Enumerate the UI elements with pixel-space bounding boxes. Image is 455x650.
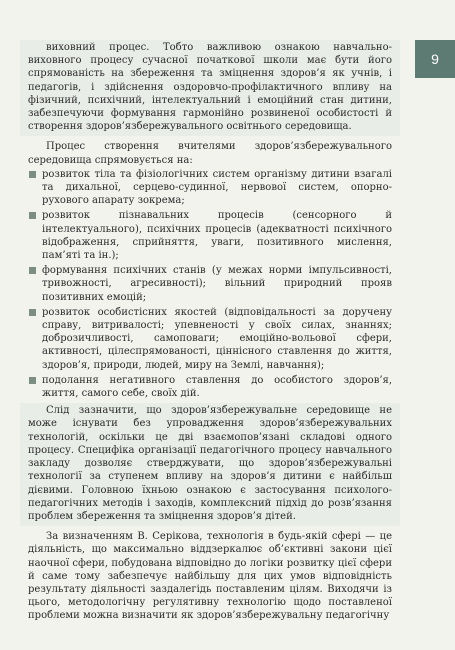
paragraph-3: Слід зазначити, що здоров’язбережувальне середовище не може існувати без упровадження здоров’язбережувальних технологій, оскільки це дві взаємопов’язані складові одного процесу. Специфіка організації педагогічного процесу навчального закладу дозволяє стверджувати, що здоров’язбережувальні технології за ступенем впливу на здоров’я дитини є найбільш дієвими. Головною їхньою ознакою є застосування психолого-педагогічних методів і заходів, комплексний підхід до розв’язання проблем збереження та зміцнення здоров’я дітей. (28, 405, 392, 522)
list-item (28, 264, 392, 304)
square-bullet-icon (29, 309, 36, 316)
square-bullet-icon (29, 171, 36, 178)
page-number-tab (415, 40, 455, 78)
list-item-text: подолання негативного ставлення до особистого здоров’я, життя, самого себе, своїх дій. (42, 374, 392, 400)
paragraph-1: виховний процес. Тобто важливою ознакою навчально-виховного процесу сучасної початкової школи має бути його спрямованість на збереження та зміцнення здоров’я як учнів, і педагогів, і здійснення оздоровчо-профілактичного впливу на фізичний, психічний, інтелектуальний і емоційний стан дитини, забезпечуючи формування гармонійно розвиненої особистості й створення здоров’язбережувального освітнього середовища. (28, 42, 392, 133)
paragraph-4: За визначенням В. Серікова, технологія в будь-якій сфері — це діяльність, що максимально віддзеркалює об’єктивні закони цієї наочної сфери, побудована відповідно до логіки розвитку цієї сфери й саме тому забезпечує найбільшу для цих умов відповідність результату діяльності заздалегідь поставленим цілям. Виходячи із цього, методологічну регулятивну технологію щодо поставленої проблеми можна визначити як здоров’язбережувальну педагогічну (28, 531, 392, 622)
definition-section (20, 530, 400, 622)
paragraph-2: Процес створення вчителями здоров’язбережувального середовища спрямовується на: (28, 141, 392, 166)
list-section (20, 140, 400, 400)
shaded-block-technologies (20, 403, 400, 526)
list-item-text: розвиток пізнавальних процесів (сенсорного й інтелектуального), психічних процесів (адекватності психічного відображення, сприйняття, уваги, позитивного мислення, пам’яті та ін.); (42, 210, 392, 262)
square-bullet-icon (29, 267, 36, 274)
square-bullet-icon (29, 212, 36, 219)
page-content (20, 40, 400, 626)
bullet-list (28, 168, 392, 400)
list-item-text: формування психічних станів (у межах норми імпульсивності, тривожності, агресивності); вільний природний прояв позитивних емоцій; (42, 265, 392, 303)
shaded-block-intro (20, 40, 400, 136)
list-item (28, 168, 392, 208)
list-item-text: розвиток тіла та фізіологічних систем організму дитини взагалі та дихальної, серцево-судинної, нервової систем, опорно-рухового апарату зокрема; (42, 168, 392, 207)
list-item (28, 306, 392, 372)
list-item (28, 374, 392, 400)
list-item (28, 209, 392, 262)
page-number: 9 (431, 51, 439, 67)
square-bullet-icon (29, 377, 36, 384)
list-item-text: розвиток особистісних якостей (відповідальності за доручену справу, витривалості; упевненості у своїх силах, знаннях; доброзичливості, самоповаги; емоційно-вольової сфери, активності, цілеспрямованості, ціннісного ставлення до життя, здоров’я, природи, людей, миру на Землі, навчання); (42, 306, 392, 371)
